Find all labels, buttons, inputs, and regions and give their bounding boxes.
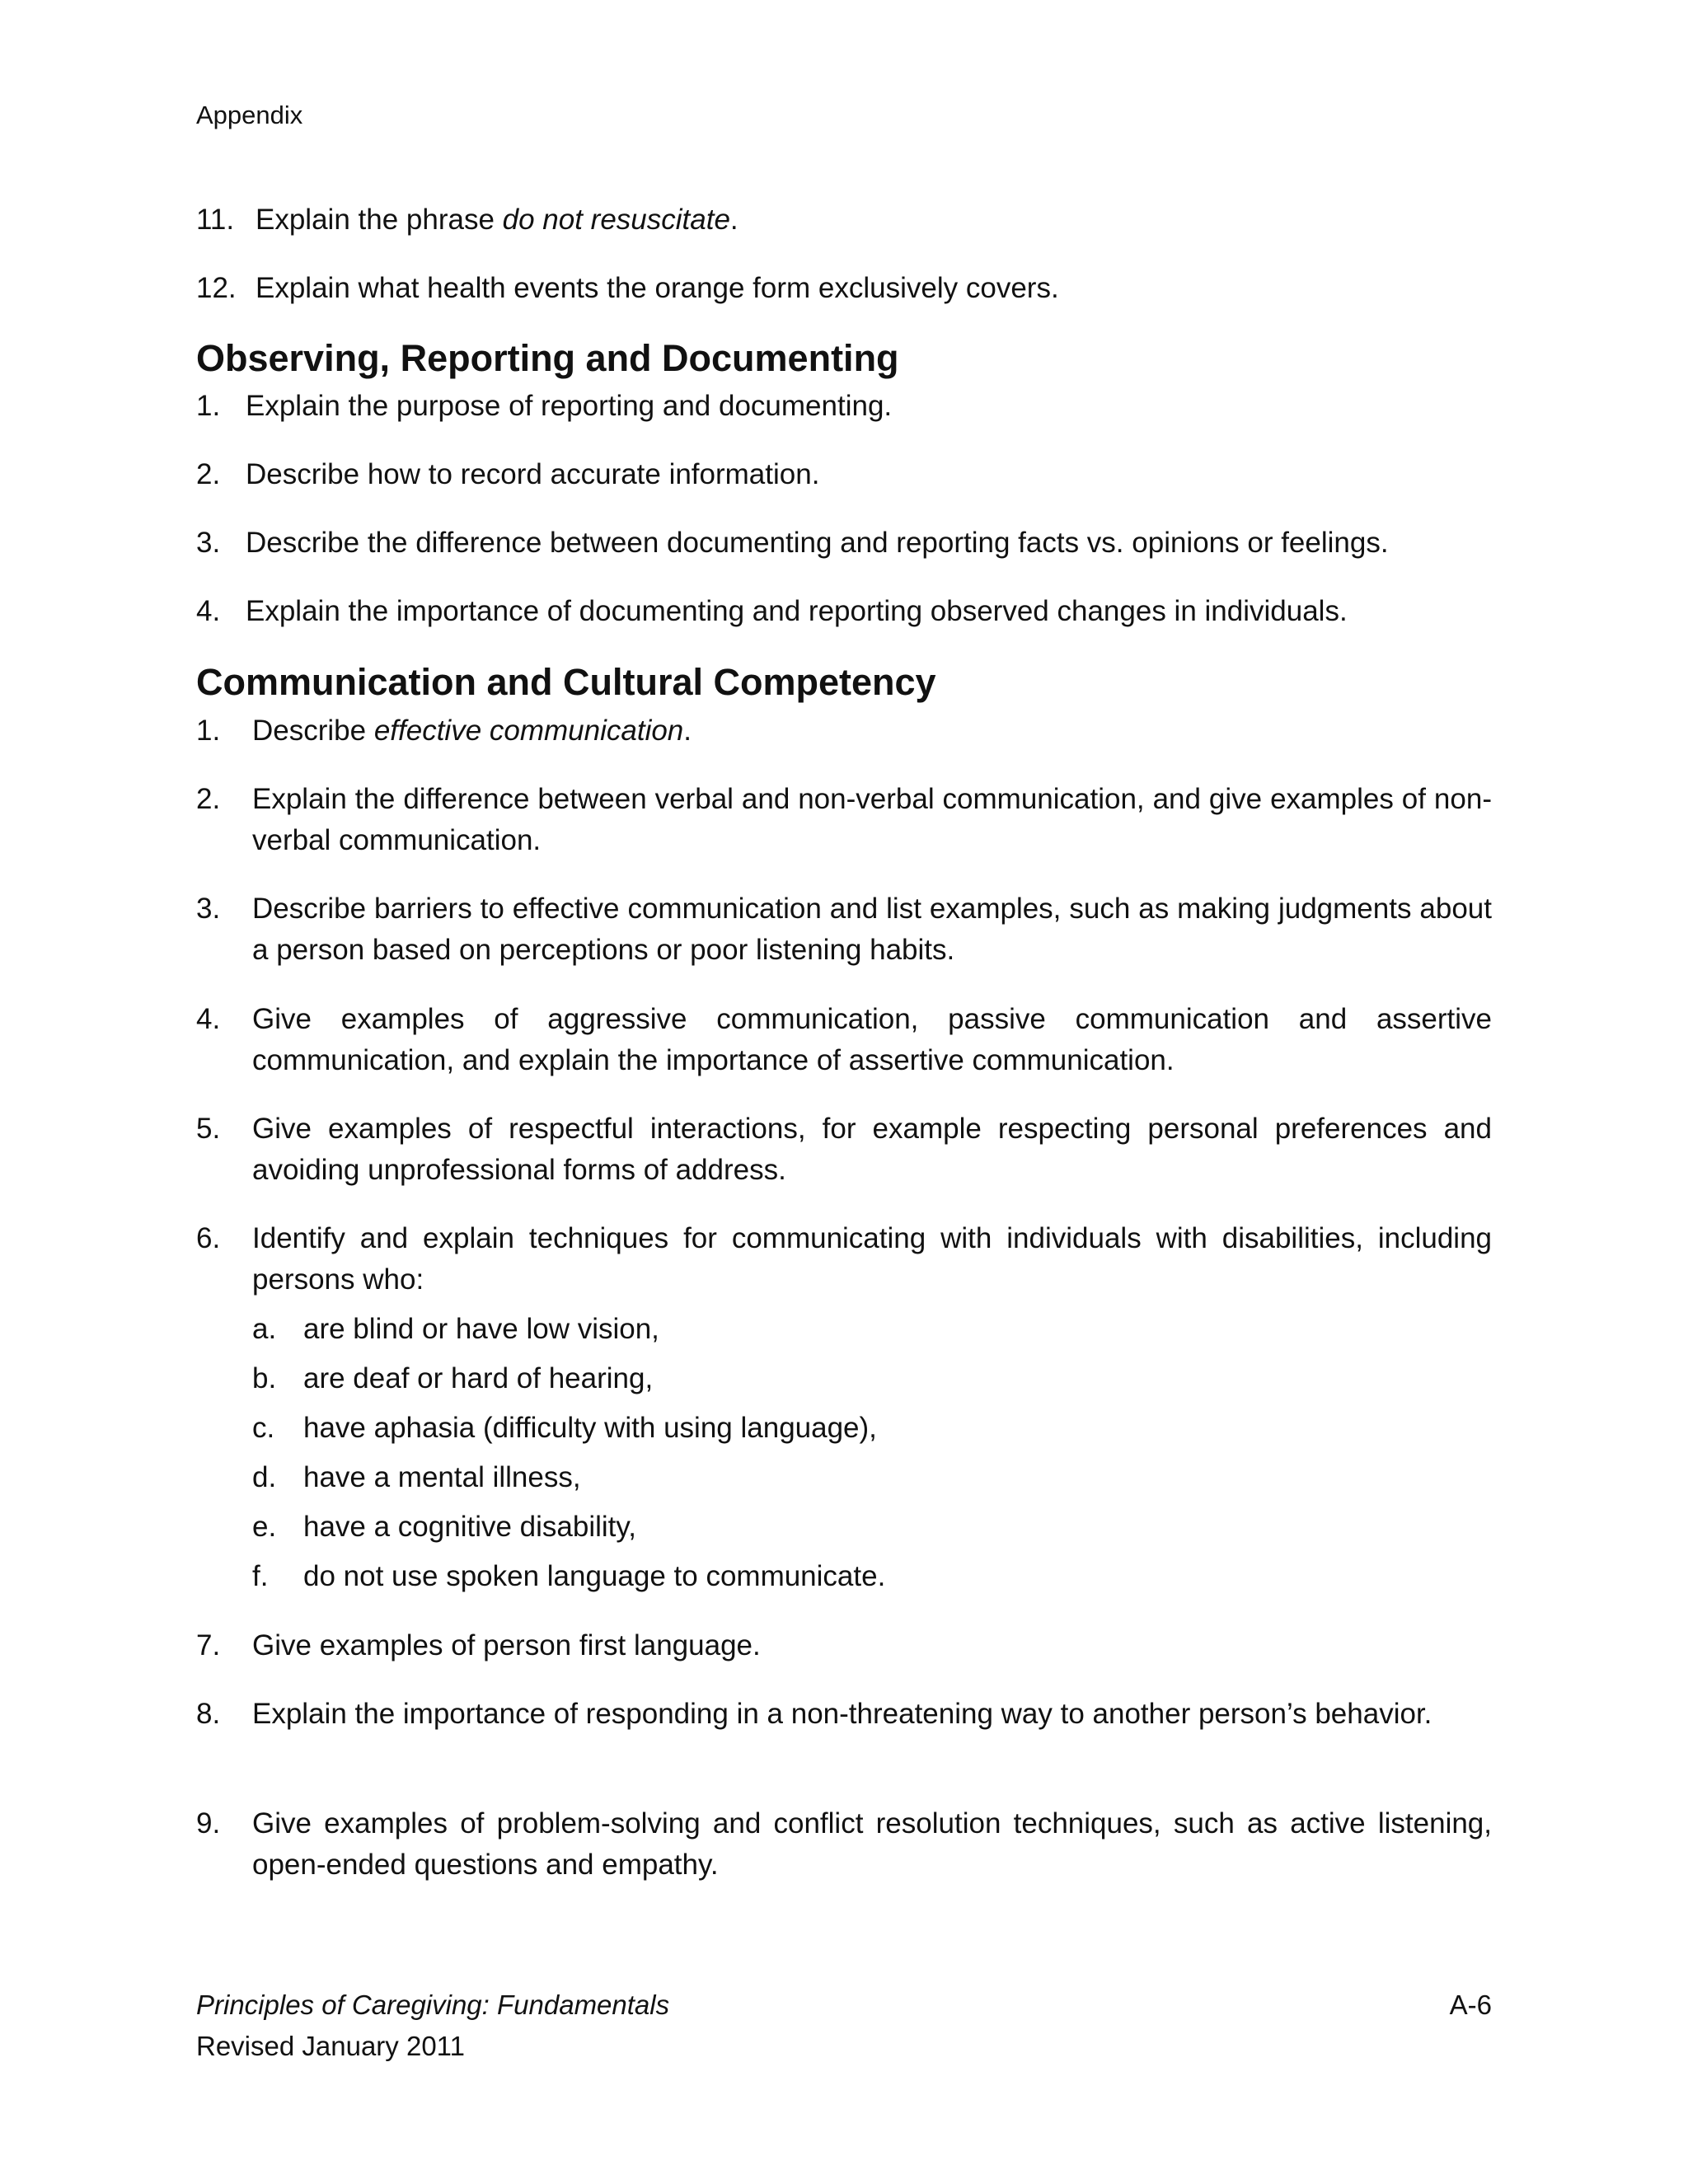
list-item	[196, 1803, 1492, 1886]
list-item	[196, 1108, 1492, 1191]
document-page	[196, 0, 1492, 2184]
list-item	[196, 1694, 1492, 1735]
list-item	[196, 779, 1492, 861]
item-number: 1.	[196, 715, 221, 747]
list-item	[196, 710, 1492, 752]
item-text: are blind or have low vision,	[303, 1313, 659, 1345]
item-number: 8.	[196, 1698, 221, 1730]
item-text: have a cognitive disability,	[303, 1511, 637, 1543]
section-heading: Communication and Cultural Competency	[196, 661, 936, 703]
item-text: Describe how to record accurate information.	[246, 458, 820, 490]
item-number: 11.	[196, 204, 235, 236]
item-text: Explain the importance of documenting and reporting observed changes in individuals.	[246, 595, 1348, 627]
running-head: Appendix	[196, 101, 303, 129]
sub-list-item	[252, 1358, 653, 1399]
footer-left	[196, 1985, 669, 2067]
item-number: 12.	[196, 272, 237, 304]
item-letter: a.	[252, 1313, 277, 1345]
item-number: 3.	[196, 527, 221, 559]
item-number: 6.	[196, 1222, 221, 1254]
item-number: 4.	[196, 595, 221, 627]
item-number: 2.	[196, 458, 221, 490]
emphasis-text: do not resuscitate	[502, 204, 730, 236]
list-item	[196, 199, 1492, 241]
item-letter: f.	[252, 1560, 269, 1592]
item-letter: e.	[252, 1511, 277, 1543]
item-text: have a mental illness,	[303, 1461, 581, 1493]
item-text: Give examples of problem-solving and conflict resolution techniques, such as active listening, open-ended questions and empathy.	[252, 1807, 1492, 1881]
list-item	[196, 1218, 1492, 1301]
item-letter: d.	[252, 1461, 277, 1493]
list-item	[196, 454, 1492, 495]
item-text: have aphasia (difficulty with using language),	[303, 1412, 877, 1444]
list-item	[196, 1625, 1492, 1666]
item-text: Describe the difference between documenting and reporting facts vs. opinions or feelings.	[246, 527, 1389, 559]
sub-list-item	[252, 1556, 885, 1597]
list-item	[196, 386, 1492, 427]
item-text: are deaf or hard of hearing,	[303, 1362, 654, 1394]
item-number: 2.	[196, 783, 221, 815]
page-number: A-6	[1449, 1990, 1492, 2020]
item-text: Explain the importance of responding in a non-threatening way to another person’s behavior.	[252, 1698, 1432, 1730]
item-text: Explain the purpose of reporting and documenting.	[246, 390, 893, 422]
list-item	[196, 523, 1492, 564]
section-heading: Observing, Reporting and Documenting	[196, 337, 899, 379]
item-letter: b.	[252, 1362, 277, 1394]
item-text: Give examples of person first language.	[252, 1629, 761, 1661]
list-item	[196, 999, 1492, 1081]
item-letter: c.	[252, 1412, 275, 1444]
sub-list-item	[252, 1408, 877, 1449]
item-text: Explain the phrase do not resuscitate.	[256, 204, 738, 236]
item-number: 1.	[196, 390, 221, 422]
item-text: Explain the difference between verbal and non-verbal communication, and give examples of non-verbal communication.	[252, 783, 1492, 856]
item-number: 4.	[196, 1003, 221, 1035]
item-text: Describe barriers to effective communication and list examples, such as making judgments about a person based on perceptions or poor listening habits.	[252, 893, 1492, 966]
list-item	[196, 591, 1492, 632]
list-item	[196, 888, 1492, 971]
item-number: 7.	[196, 1629, 221, 1661]
item-number: 5.	[196, 1113, 221, 1145]
emphasis-text: effective communication	[373, 715, 684, 747]
item-text: Identify and explain techniques for communicating with individuals with disabilities, including persons who:	[252, 1222, 1492, 1296]
item-text: Explain what health events the orange form exclusively covers.	[256, 272, 1059, 304]
sub-list-item	[252, 1457, 581, 1498]
item-text: Give examples of aggressive communication, passive communication and assertive communication, and explain the importance of assertive communication.	[252, 1003, 1492, 1076]
footer-revised: Revised January 2011	[196, 2031, 465, 2061]
item-text: Give examples of respectful interactions, for example respecting personal preferences and avoiding unprofessional forms of address.	[252, 1113, 1492, 1186]
sub-list-item	[252, 1309, 659, 1350]
footer-title: Principles of Caregiving: Fundamentals	[196, 1990, 670, 2020]
sub-list-item	[252, 1507, 636, 1548]
list-item	[196, 268, 1492, 309]
item-number: 9.	[196, 1807, 221, 1840]
item-number: 3.	[196, 893, 221, 925]
item-text: do not use spoken language to communicate.	[303, 1560, 886, 1592]
item-text: Describe effective communication.	[252, 715, 692, 747]
